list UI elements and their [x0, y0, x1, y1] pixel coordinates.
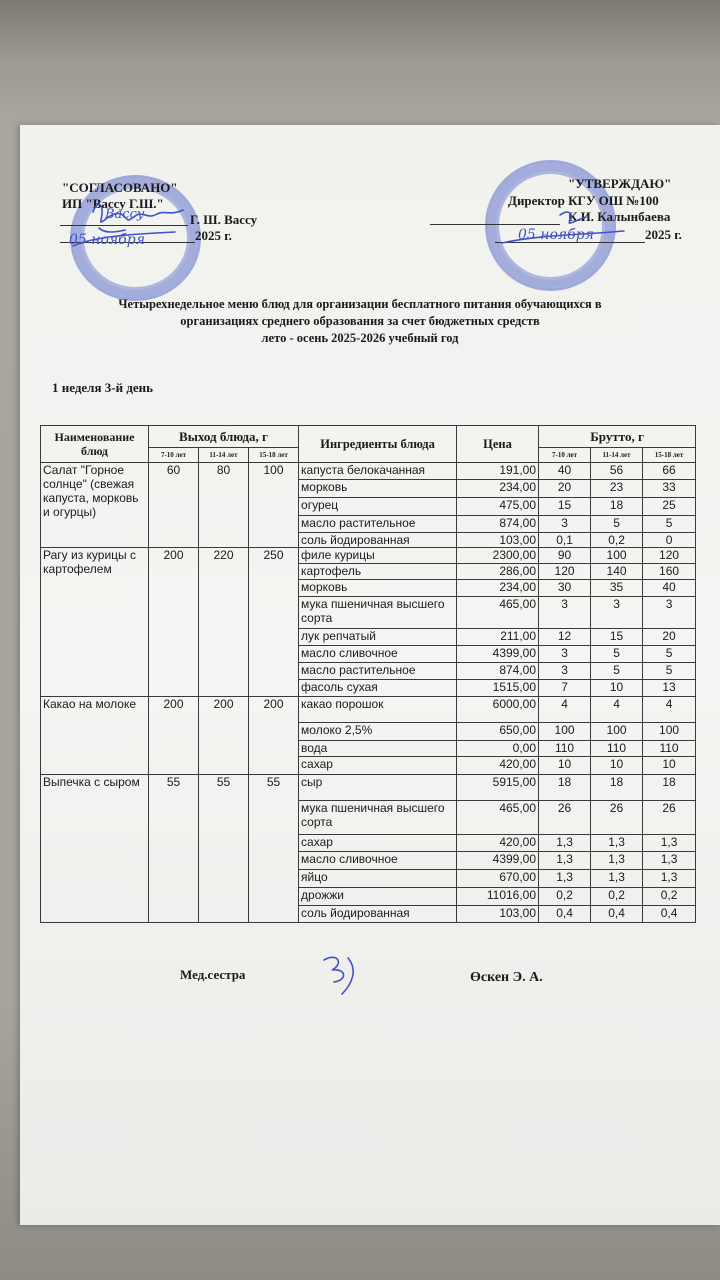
title-line-3: лето - осень 2025-2026 учебный год [261, 331, 459, 345]
ingredient-brutto: 0,1 [539, 533, 591, 548]
ingredient-brutto: 90 [539, 548, 591, 564]
approve-label: "УТВЕРЖДАЮ" [568, 176, 672, 191]
ingredient-brutto: 1,3 [643, 870, 696, 888]
ingredient-name: какао порошок [299, 697, 457, 723]
ingredient-brutto: 1,3 [591, 870, 643, 888]
dish-yield: 250 [249, 548, 299, 697]
ingredient-brutto: 110 [539, 741, 591, 757]
ingredient-price: 874,00 [457, 663, 539, 680]
approve-position: Директор КГУ ОШ №100 [508, 193, 659, 208]
dish-yield: 60 [149, 463, 199, 548]
dish-yield: 55 [149, 775, 199, 923]
ingredient-brutto: 3 [539, 646, 591, 663]
ingredient-price: 465,00 [457, 597, 539, 629]
ingredient-brutto: 3 [643, 597, 696, 629]
ingredient-brutto: 140 [591, 564, 643, 580]
ingredient-name: капуста белокачанная [299, 463, 457, 480]
ingredient-brutto: 10 [591, 757, 643, 775]
table-row [41, 697, 696, 723]
ingredient-brutto: 18 [591, 775, 643, 801]
left-handwritten-signature-text: Вассу [105, 207, 145, 222]
dish-name: Рагу из курицы с картофелем [41, 548, 149, 697]
ingredient-brutto: 5 [643, 663, 696, 680]
ingredient-name: сахар [299, 757, 457, 775]
ingredient-brutto: 25 [643, 498, 696, 516]
table-row [41, 548, 696, 564]
yield-age-7-10: 7-10 лет [149, 448, 199, 463]
ingredient-name: масло сливочное [299, 852, 457, 870]
ingredient-brutto: 1,3 [591, 852, 643, 870]
ingredient-brutto: 0 [643, 533, 696, 548]
ingredient-name: сыр [299, 775, 457, 801]
nurse-signature [318, 950, 368, 1000]
ingredient-name: вода [299, 741, 457, 757]
title-line-1: Четырехнедельное меню блюд для организации бесплатного питания обучающихся в [118, 297, 602, 311]
ingredient-brutto: 20 [539, 480, 591, 498]
ingredient-price: 4399,00 [457, 646, 539, 663]
approve-signer: К.И. Калынбаева [568, 209, 671, 224]
dish-yield: 55 [199, 775, 249, 923]
ingredient-brutto: 0,4 [643, 906, 696, 923]
ingredient-brutto: 120 [643, 548, 696, 564]
ingredient-brutto: 40 [539, 463, 591, 480]
ingredient-price: 420,00 [457, 757, 539, 775]
ingredient-name: мука пшеничная высшего сорта [299, 597, 457, 629]
agreed-year: 2025 г. [195, 228, 232, 243]
ingredient-brutto: 15 [591, 629, 643, 646]
brutto-age-11-14: 11-14 лет [591, 448, 643, 463]
col-dish-header: Наименование блюд [41, 426, 149, 463]
ingredient-price: 103,00 [457, 906, 539, 923]
ingredient-name: фасоль сухая [299, 680, 457, 697]
ingredient-price: 465,00 [457, 801, 539, 835]
ingredient-name: соль йодированная [299, 906, 457, 923]
dish-yield: 100 [249, 463, 299, 548]
ingredient-brutto: 0,2 [539, 888, 591, 906]
ingredient-brutto: 100 [539, 723, 591, 741]
ingredient-brutto: 0,4 [539, 906, 591, 923]
agreed-signer: Г. Ш. Вассу [190, 212, 258, 227]
ingredient-name: филе курицы [299, 548, 457, 564]
ingredient-brutto: 10 [539, 757, 591, 775]
ingredient-brutto: 4 [539, 697, 591, 723]
ingredient-brutto: 110 [591, 741, 643, 757]
ingredient-brutto: 0,2 [591, 888, 643, 906]
ingredient-brutto: 100 [643, 723, 696, 741]
table-row [41, 775, 696, 801]
ingredient-brutto: 26 [539, 801, 591, 835]
footer-role: Мед.сестра [180, 967, 246, 982]
ingredient-brutto: 40 [643, 580, 696, 597]
ingredient-brutto: 1,3 [539, 870, 591, 888]
dish-yield: 55 [249, 775, 299, 923]
ingredient-brutto: 5 [643, 646, 696, 663]
ingredient-brutto: 10 [591, 680, 643, 697]
ingredient-brutto: 1,3 [539, 835, 591, 852]
ingredient-brutto: 1,3 [591, 835, 643, 852]
ingredient-brutto: 10 [643, 757, 696, 775]
yield-age-11-14: 11-14 лет [199, 448, 249, 463]
ingredient-brutto: 4 [591, 697, 643, 723]
ingredient-price: 2300,00 [457, 548, 539, 564]
ingredient-brutto: 3 [539, 597, 591, 629]
ingredient-brutto: 18 [643, 775, 696, 801]
title-line-2: организациях среднего образования за счет бюджетных средств [180, 314, 540, 328]
ingredient-brutto: 56 [591, 463, 643, 480]
ingredient-name: морковь [299, 480, 457, 498]
dish-name: Выпечка с сыром [41, 775, 149, 923]
ingredient-price: 650,00 [457, 723, 539, 741]
ingredient-brutto: 15 [539, 498, 591, 516]
dish-yield: 200 [249, 697, 299, 775]
ingredient-price: 1515,00 [457, 680, 539, 697]
ingredient-brutto: 3 [539, 663, 591, 680]
ingredient-brutto: 5 [591, 646, 643, 663]
col-price-header: Цена [457, 426, 539, 463]
dish-name: Какао на молоке [41, 697, 149, 775]
ingredient-brutto: 66 [643, 463, 696, 480]
ingredient-brutto: 23 [591, 480, 643, 498]
agreed-org: ИП "Вассу Г.Ш." [62, 196, 164, 211]
brutto-age-15-18: 15-18 лет [643, 448, 696, 463]
ingredient-name: яйцо [299, 870, 457, 888]
ingredient-name: масло растительное [299, 663, 457, 680]
ingredient-brutto: 13 [643, 680, 696, 697]
ingredient-name: морковь [299, 580, 457, 597]
ingredient-name: мука пшеничная высшего сорта [299, 801, 457, 835]
ingredient-price: 4399,00 [457, 852, 539, 870]
ingredient-brutto: 7 [539, 680, 591, 697]
ingredient-brutto: 1,3 [643, 835, 696, 852]
ingredient-name: дрожжи [299, 888, 457, 906]
ingredient-name: масло сливочное [299, 646, 457, 663]
ingredient-brutto: 26 [643, 801, 696, 835]
dish-yield: 200 [149, 548, 199, 697]
ingredient-brutto: 5 [643, 516, 696, 533]
right-handwriting [498, 205, 628, 255]
ingredient-brutto: 3 [591, 597, 643, 629]
ingredient-brutto: 1,3 [539, 852, 591, 870]
menu-title [0, 296, 720, 347]
ingredient-name: сахар [299, 835, 457, 852]
ingredient-price: 11016,00 [457, 888, 539, 906]
col-brutto-header: Брутто, г [539, 426, 696, 448]
ingredient-brutto: 12 [539, 629, 591, 646]
dish-yield: 200 [149, 697, 199, 775]
dish-name: Салат "Горное солнце" (свежая капуста, морковь и огурцы) [41, 463, 149, 548]
ingredient-brutto: 0,4 [591, 906, 643, 923]
ingredient-name: лук репчатый [299, 629, 457, 646]
col-ingredients-header: Ингредиенты блюда [299, 426, 457, 463]
ingredient-brutto: 100 [591, 723, 643, 741]
ingredient-brutto: 0,2 [591, 533, 643, 548]
ingredient-name: соль йодированная [299, 533, 457, 548]
brutto-age-7-10: 7-10 лет [539, 448, 591, 463]
left-handwritten-date-text: 05 ноября [69, 232, 145, 248]
dish-yield: 80 [199, 463, 249, 548]
ingredient-brutto: 30 [539, 580, 591, 597]
dish-yield: 200 [199, 697, 249, 775]
ingredient-brutto: 26 [591, 801, 643, 835]
ingredient-brutto: 5 [591, 663, 643, 680]
ingredient-brutto: 110 [643, 741, 696, 757]
ingredient-brutto: 33 [643, 480, 696, 498]
ingredient-price: 211,00 [457, 629, 539, 646]
ingredient-price: 103,00 [457, 533, 539, 548]
ingredient-price: 234,00 [457, 580, 539, 597]
ingredient-price: 6000,00 [457, 697, 539, 723]
ingredient-brutto: 20 [643, 629, 696, 646]
footer-name: Өскен Э. А. [470, 970, 543, 985]
ingredient-price: 5915,00 [457, 775, 539, 801]
menu-table [40, 425, 696, 923]
ingredient-name: огурец [299, 498, 457, 516]
right-handwritten-date-text: 05 ноября [518, 227, 594, 243]
ingredient-brutto: 0,2 [643, 888, 696, 906]
week-day-label: 1 неделя 3-й день [52, 380, 154, 395]
agreed-label: "СОГЛАСОВАНО" [62, 180, 178, 195]
yield-age-15-18: 15-18 лет [249, 448, 299, 463]
ingredient-price: 874,00 [457, 516, 539, 533]
ingredient-name: масло растительное [299, 516, 457, 533]
ingredient-brutto: 18 [539, 775, 591, 801]
ingredient-price: 234,00 [457, 480, 539, 498]
dish-yield: 220 [199, 548, 249, 697]
ingredient-brutto: 5 [591, 516, 643, 533]
ingredient-brutto: 1,3 [643, 852, 696, 870]
ingredient-brutto: 18 [591, 498, 643, 516]
ingredient-price: 670,00 [457, 870, 539, 888]
ingredient-brutto: 160 [643, 564, 696, 580]
ingredient-price: 191,00 [457, 463, 539, 480]
ingredient-brutto: 120 [539, 564, 591, 580]
ingredient-price: 475,00 [457, 498, 539, 516]
col-yield-header: Выход блюда, г [149, 426, 299, 448]
ingredient-name: молоко 2,5% [299, 723, 457, 741]
ingredient-brutto: 100 [591, 548, 643, 564]
ingredient-price: 420,00 [457, 835, 539, 852]
menu-table-body [41, 463, 696, 923]
ingredient-brutto: 35 [591, 580, 643, 597]
approve-year: 2025 г. [645, 227, 682, 242]
ingredient-brutto: 4 [643, 697, 696, 723]
ingredient-price: 0,00 [457, 741, 539, 757]
ingredient-name: картофель [299, 564, 457, 580]
table-row [41, 463, 696, 480]
ingredient-price: 286,00 [457, 564, 539, 580]
ingredient-brutto: 3 [539, 516, 591, 533]
left-handwriting [65, 190, 205, 260]
